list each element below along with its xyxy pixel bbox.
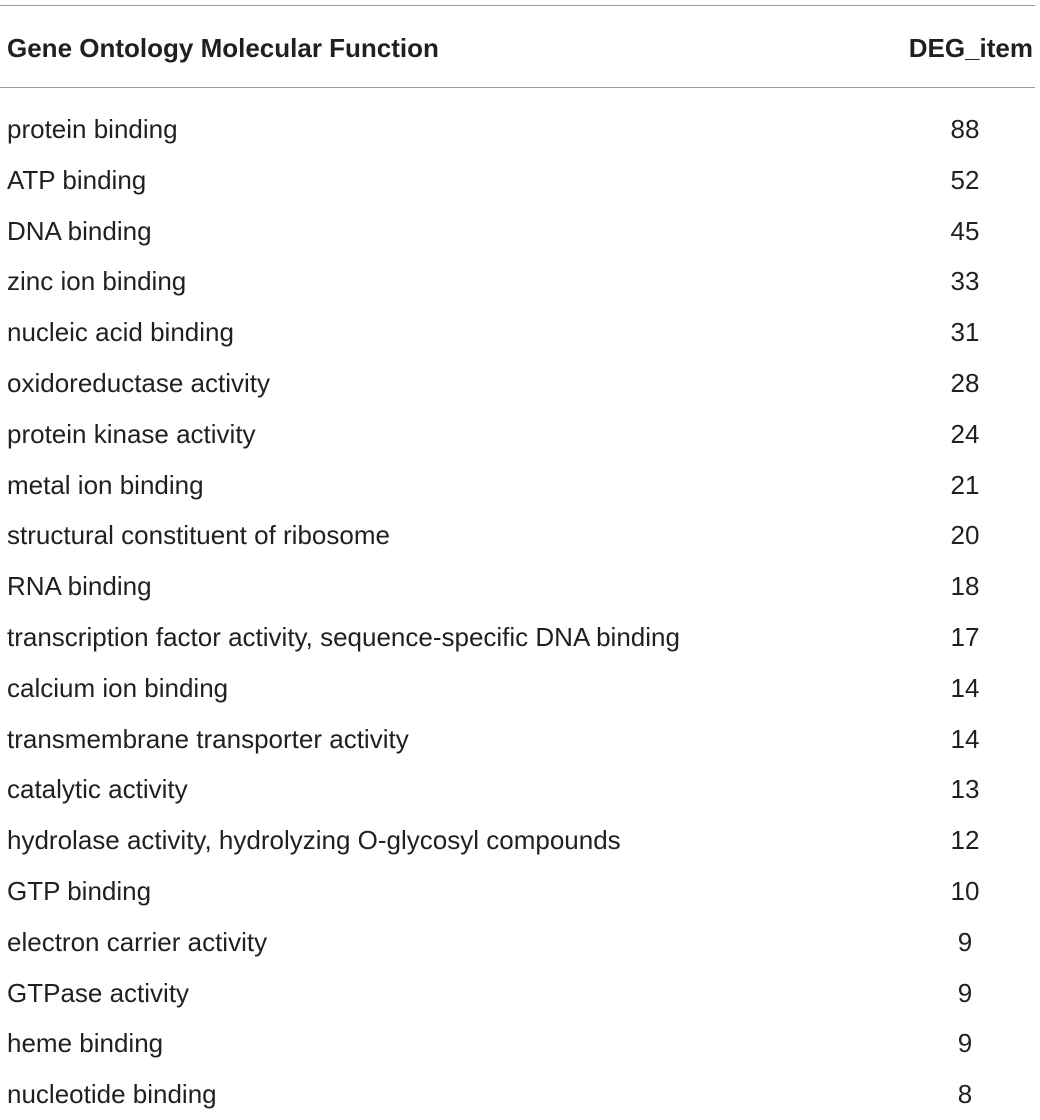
table-row xyxy=(0,612,1035,663)
table-top-rule xyxy=(0,5,1035,6)
table-row xyxy=(0,917,1035,968)
table-row xyxy=(0,155,1035,206)
count-cell: 9 xyxy=(957,1028,973,1059)
count-cell: 8 xyxy=(957,1079,973,1110)
function-cell: metal ion binding xyxy=(7,469,204,500)
table-row xyxy=(0,104,1035,155)
function-cell: heme binding xyxy=(7,1028,164,1059)
table-row xyxy=(0,764,1035,815)
count-cell: 17 xyxy=(950,621,980,652)
table-row xyxy=(0,358,1035,409)
table-row xyxy=(0,663,1035,714)
table-row xyxy=(0,206,1035,257)
count-cell: 45 xyxy=(950,215,980,246)
table-row xyxy=(0,714,1035,765)
function-cell: nucleotide binding xyxy=(7,1079,217,1110)
table-row xyxy=(0,1018,1035,1069)
function-cell: calcium ion binding xyxy=(7,672,229,703)
column-header-deg-item: DEG_item xyxy=(908,33,1033,63)
function-cell: hydrolase activity, hydrolyzing O-glycosyl compounds xyxy=(7,825,621,856)
count-cell: 10 xyxy=(950,875,980,906)
count-cell: 24 xyxy=(950,418,980,449)
function-cell: RNA binding xyxy=(7,571,152,602)
count-cell: 33 xyxy=(950,266,980,297)
count-cell: 52 xyxy=(950,164,980,195)
table-body xyxy=(0,104,1035,1120)
count-cell: 21 xyxy=(950,469,980,500)
function-cell: transmembrane transporter activity xyxy=(7,723,409,754)
count-cell: 9 xyxy=(957,977,973,1008)
table-row xyxy=(0,1069,1035,1120)
count-cell: 14 xyxy=(950,672,980,703)
table-row xyxy=(0,866,1035,917)
function-cell: protein kinase activity xyxy=(7,418,256,449)
function-cell: nucleic acid binding xyxy=(7,317,234,348)
count-cell: 14 xyxy=(950,723,980,754)
count-cell: 12 xyxy=(950,825,980,856)
function-cell: protein binding xyxy=(7,114,178,144)
count-cell: 18 xyxy=(950,571,980,602)
function-cell: transcription factor activity, sequence-specific DNA binding xyxy=(7,621,680,652)
table-row xyxy=(0,510,1035,561)
function-cell: GTPase activity xyxy=(7,977,190,1008)
table-header-rule xyxy=(0,87,1035,88)
table-row xyxy=(0,968,1035,1019)
function-cell: GTP binding xyxy=(7,875,152,906)
table-row xyxy=(0,561,1035,612)
table-row xyxy=(0,409,1035,460)
table-row xyxy=(0,460,1035,511)
function-cell: ATP binding xyxy=(7,164,147,195)
count-cell: 9 xyxy=(957,926,973,957)
function-cell: structural constituent of ribosome xyxy=(7,520,390,551)
count-cell: 88 xyxy=(950,114,980,144)
count-cell: 13 xyxy=(950,774,980,805)
count-cell: 20 xyxy=(950,520,980,551)
table-row xyxy=(0,256,1035,307)
function-cell: electron carrier activity xyxy=(7,926,268,957)
count-cell: 28 xyxy=(950,367,980,398)
table-header-row xyxy=(0,26,1035,70)
function-cell: zinc ion binding xyxy=(7,266,187,297)
function-cell: oxidoreductase activity xyxy=(7,367,271,398)
column-header-function: Gene Ontology Molecular Function xyxy=(7,33,439,63)
table-row xyxy=(0,307,1035,358)
function-cell: catalytic activity xyxy=(7,774,188,805)
table-row xyxy=(0,815,1035,866)
function-cell: DNA binding xyxy=(7,215,152,246)
count-cell: 31 xyxy=(950,317,980,348)
